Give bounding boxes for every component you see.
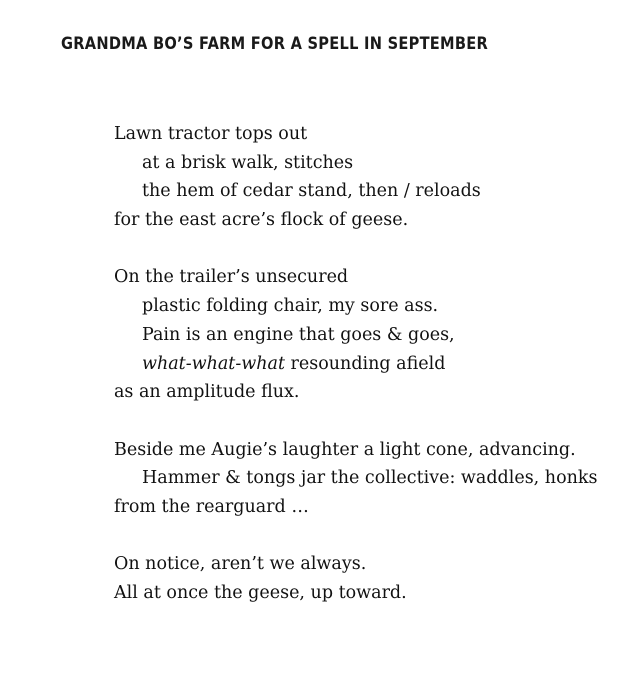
poem-line: All at once the geese, up toward.: [114, 583, 407, 603]
poem-line: as an amplitude flux.: [114, 382, 300, 403]
poem-line-italic: what-what-what: [142, 353, 285, 374]
poem-line: the hem of cedar stand, then / reloads: [142, 181, 481, 202]
poem-line: [114, 350, 614, 379]
poem-line: On the trailer’s unsecured: [114, 267, 349, 288]
poem-line: Pain is an engine that goes & goes,: [142, 324, 455, 345]
poem-line: Lawn tractor tops out: [114, 124, 308, 144]
poem-line-rest: resounding afield: [284, 353, 446, 374]
stanza-break: [114, 522, 614, 551]
poem-line: from the rearguard …: [114, 496, 309, 517]
poem-title: GRANDMA BO’S FARM FOR A SPELL IN SEPTEMBER: [61, 34, 489, 54]
poem-line: On notice, aren’t we always.: [114, 554, 367, 575]
poem-body: [114, 120, 614, 608]
stanza: [114, 263, 614, 406]
stanza: [114, 120, 614, 235]
poem-line: Beside me Augie’s laughter a light cone, advancing.: [114, 439, 576, 460]
stanza: [114, 550, 614, 607]
poem-line: Hammer & tongs jar the collective: waddles, honks: [142, 468, 598, 489]
poem-line: plastic folding chair, my sore ass.: [142, 296, 439, 317]
stanza: [114, 436, 614, 522]
poem-line: at a brisk walk, stitches: [142, 152, 354, 173]
poem-line: for the east acre’s flock of geese.: [114, 210, 409, 231]
stanza-break: [114, 407, 614, 436]
stanza-break: [114, 235, 614, 264]
